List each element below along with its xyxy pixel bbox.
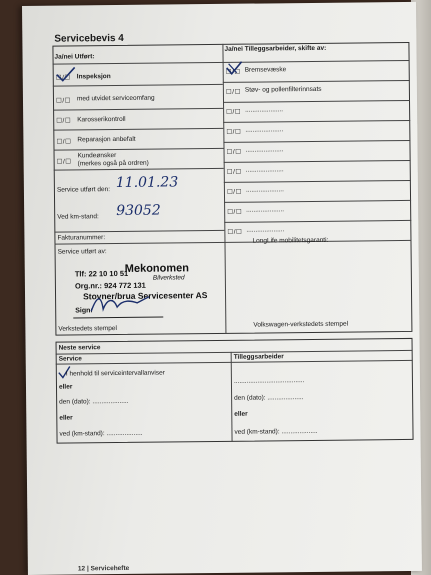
label-kundeonsker-sub: (merkes også på ordren) [77, 159, 149, 168]
km-label: Ved km-stand: [57, 213, 99, 221]
page-footer: 12 | Servicehefte [77, 564, 130, 573]
next-service-interval: I henhold til serviceintervallanviser [65, 369, 165, 378]
next-eller-1: eller [58, 383, 73, 391]
checkbox-bremsevaeske[interactable]: ☐/☐ [225, 68, 241, 76]
checkbox-extra-2[interactable]: ☐/☐ [226, 128, 242, 136]
checkbox-karosseri[interactable]: ☐/☐ [56, 117, 72, 125]
signature [87, 291, 157, 316]
label-bremsevaeske: Bremsevæske [244, 66, 287, 74]
service-column-header: Service [58, 355, 82, 363]
next-km: ved (km-stand): .................... [59, 429, 143, 438]
label-kundeonsker: Kundeønsker [77, 152, 117, 160]
stamp-tlf: Tlf: 22 10 10 51 [74, 268, 129, 279]
faktura-label: Fakturanummer: [57, 234, 106, 242]
next-date: den (dato): .................... [59, 397, 129, 406]
label-reparasjon: Reparasjon anbefalt [77, 135, 136, 144]
label-extra-3: ..................... [245, 146, 284, 154]
checkbox-extra-3[interactable]: ☐/☐ [226, 148, 242, 156]
stamp-org: Org.nr.: 924 772 131 [74, 280, 146, 291]
longlife-label: LongLife mobilitetsgaranti: [252, 236, 329, 245]
label-extra-1: ..................... [245, 106, 284, 114]
neste-service-title: Neste service [58, 344, 101, 352]
label-extra-6: ..................... [246, 206, 285, 214]
checkbox-extra-6[interactable]: ☐/☐ [227, 208, 243, 216]
stamp-name: Stovner/brua Servicesenter AS [82, 290, 208, 302]
tillegg-column-header: Tilleggsarbeider [233, 353, 284, 361]
service-booklet-page [22, 2, 422, 575]
service-date-value: 11.01.23 [115, 174, 179, 192]
service-date-label: Service utført den: [56, 186, 111, 194]
label-inspeksjon: Inspeksjon [76, 73, 111, 81]
checkbox-inspeksjon[interactable]: ☐/☐ [55, 74, 71, 82]
checkmark-inspeksjon [55, 65, 77, 83]
stamp-sub: Bilverksted [152, 274, 185, 282]
label-extra-5: ..................... [245, 186, 284, 194]
label-extra-4: ..................... [245, 166, 284, 174]
extra-date: den (dato): .................... [234, 394, 304, 402]
page-title: Servicebevis 4 [54, 32, 124, 45]
stamp-sign-label: Sign: [75, 307, 93, 315]
extra-km: ved (km-stand): .................... [234, 427, 318, 436]
right-column-header: Ja/nei Tilleggsarbeider, skifte av: [224, 44, 327, 53]
left-column-header: Ja/nei Utført: [54, 53, 95, 61]
vw-stamp-label: Volkswagen-verkstedets stempel [253, 320, 349, 329]
checkbox-extra-4[interactable]: ☐/☐ [226, 168, 242, 176]
extra-eller: eller [234, 410, 248, 418]
label-karosseri: Karosserikontroll [77, 115, 126, 124]
checkbox-extra-1[interactable]: ☐/☐ [226, 108, 242, 116]
checkbox-utvidet[interactable]: ☐/☐ [55, 97, 72, 105]
next-eller-2: eller [59, 414, 73, 422]
stamp-brand: Mekonomen [124, 262, 190, 275]
checkbox-kundeonsker[interactable]: ☐/☐ [56, 158, 72, 166]
label-utvidet: med utvidet serviceomfang [76, 94, 155, 103]
extra-blank-line: ....................................... [233, 377, 305, 385]
checkmark-bremsevaeske [225, 61, 245, 77]
checkbox-extra-7[interactable]: ☐/☐ [227, 228, 243, 236]
label-pollenfilter: Støv- og pollenfilterinnsats [244, 85, 322, 94]
workshop-stamp-label: Verkstedets stempel [58, 325, 117, 333]
label-extra-7: ..................... [246, 226, 285, 234]
km-value: 93052 [116, 202, 161, 220]
checkbox-extra-5[interactable]: ☐/☐ [226, 188, 242, 196]
checkbox-reparasjon[interactable]: ☐/☐ [56, 138, 72, 146]
label-extra-2: ..................... [245, 126, 284, 134]
checkbox-pollenfilter[interactable]: ☐/☐ [225, 88, 241, 96]
service-by-label: Service utført av: [57, 248, 107, 256]
